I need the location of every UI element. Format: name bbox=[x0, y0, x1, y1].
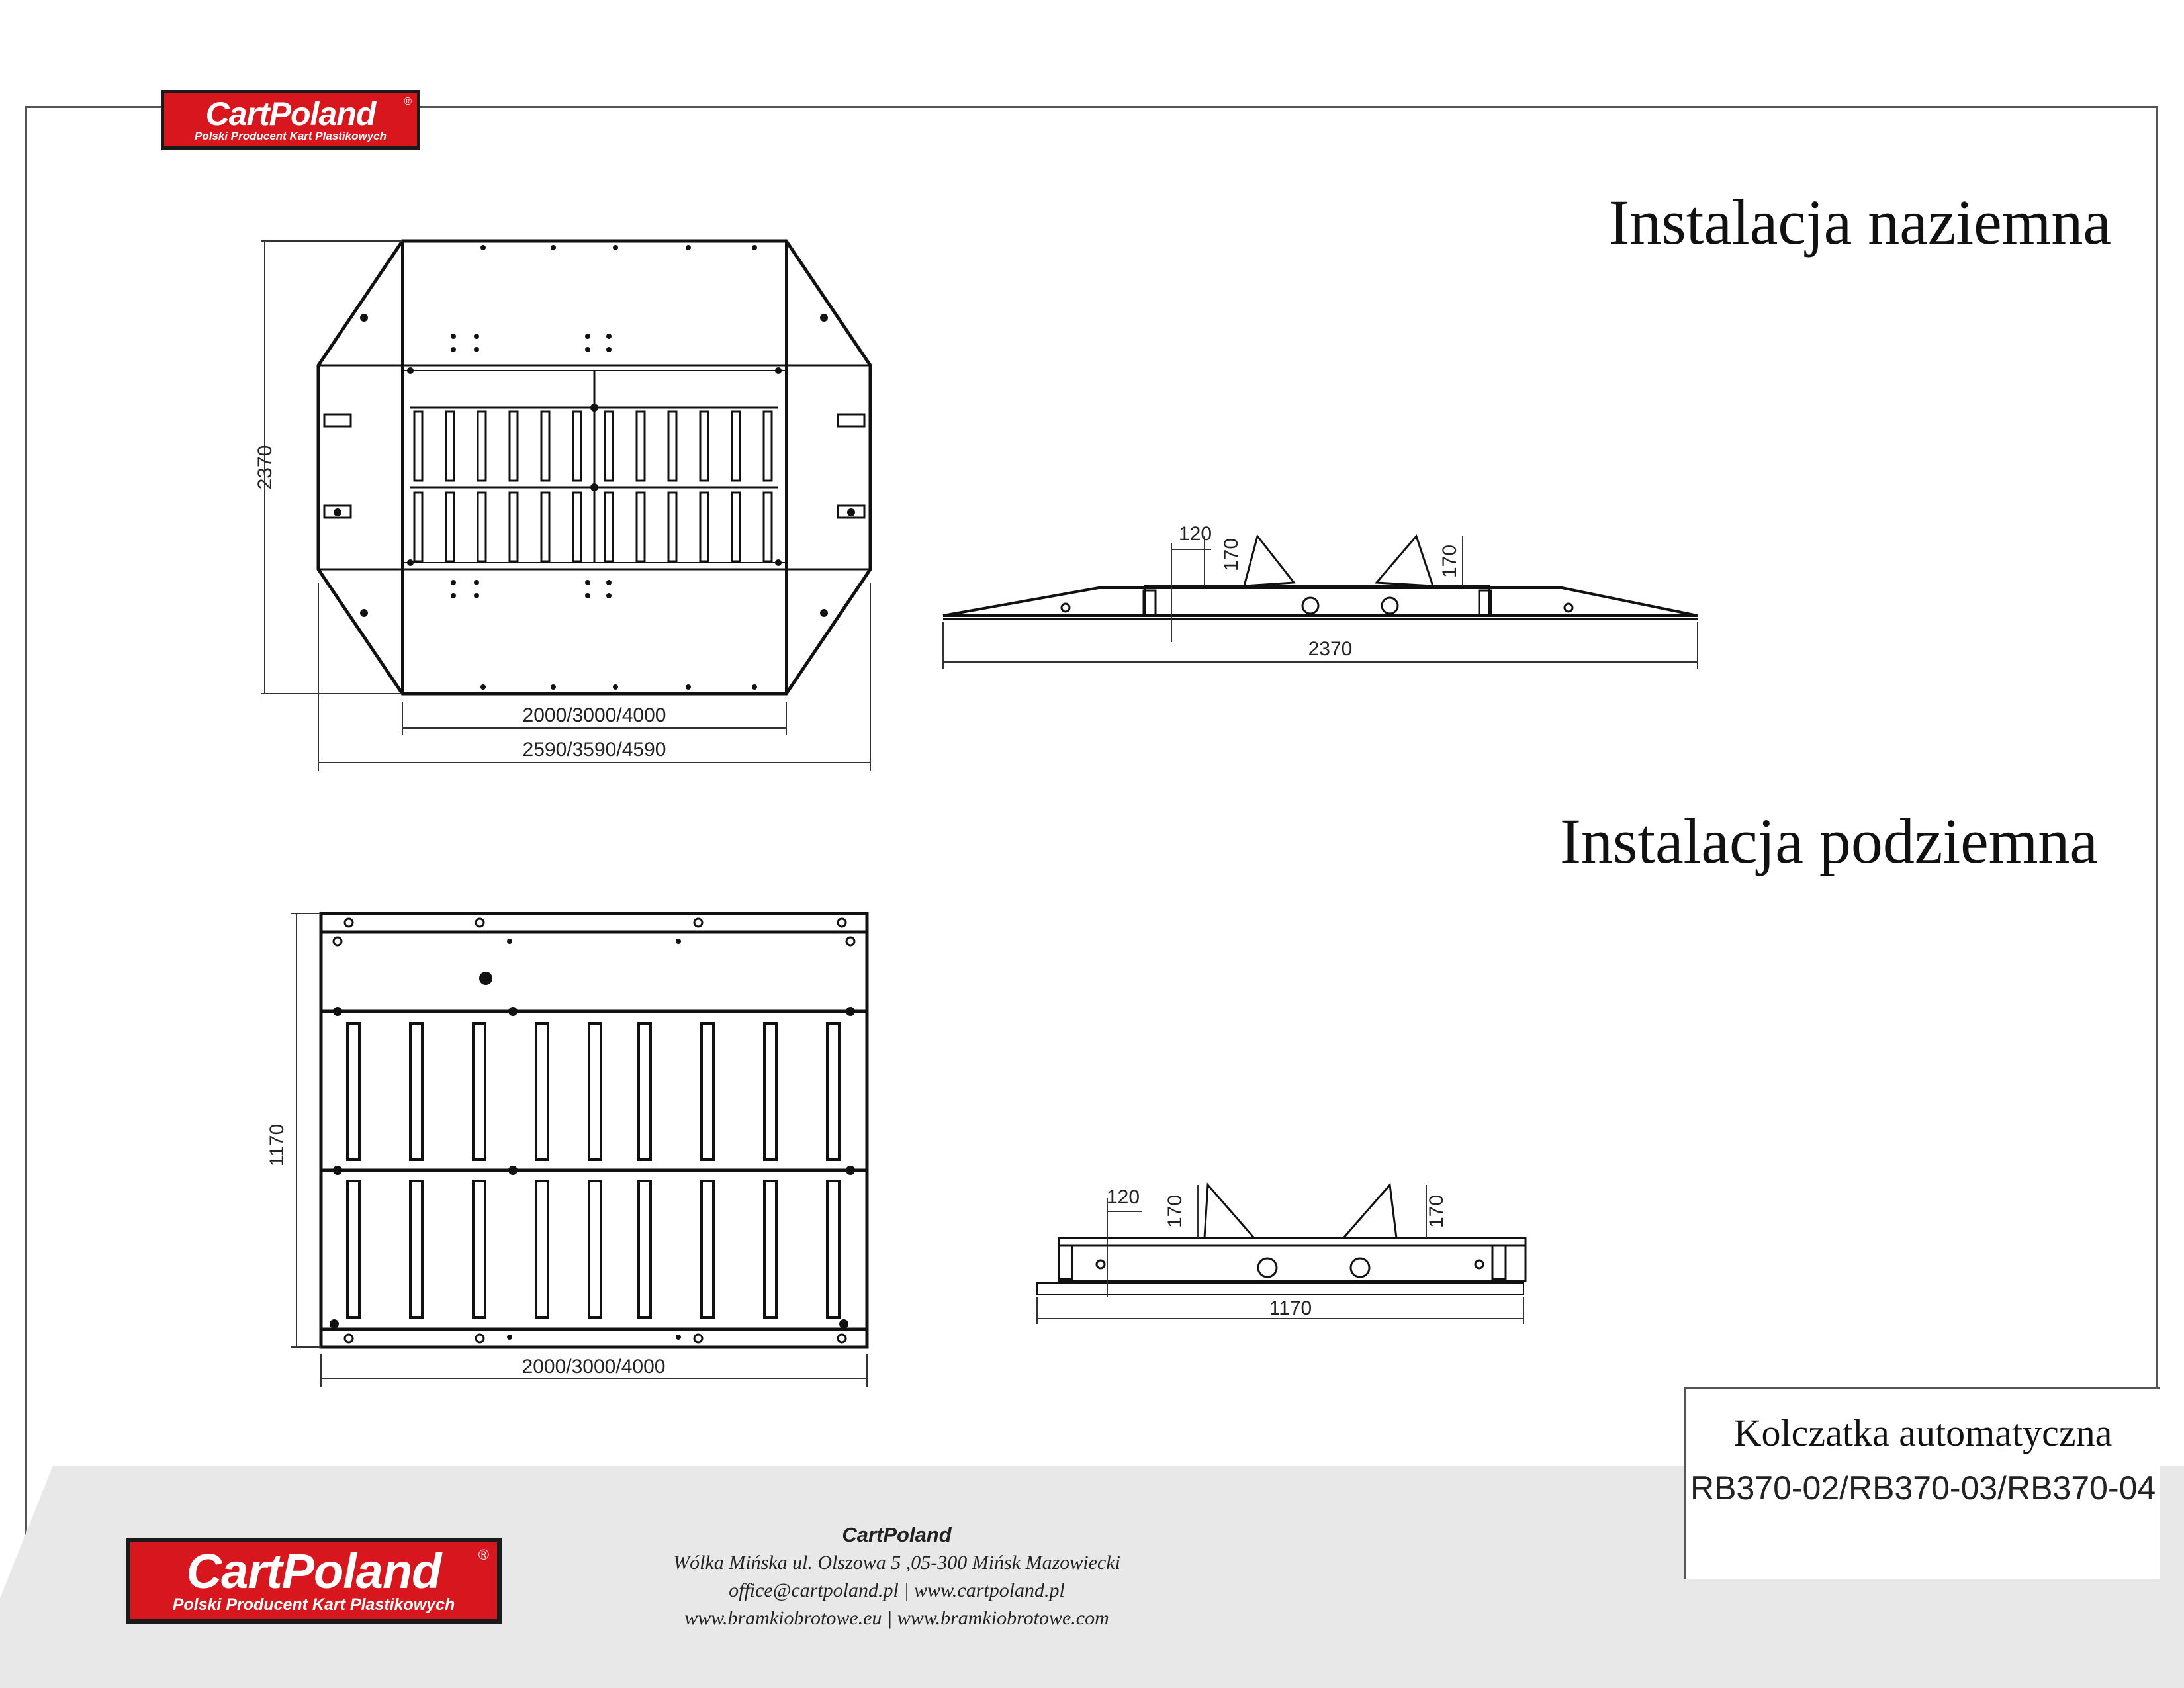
plan-view-outline bbox=[318, 241, 870, 694]
logo-brand-text: CartPoland bbox=[205, 95, 376, 132]
side-bottom-height-left-label: 120 bbox=[1106, 1186, 1140, 1208]
registered-mark: ® bbox=[404, 96, 412, 107]
plan-bottom-height-label: 1170 bbox=[266, 1123, 288, 1167]
side-view-body bbox=[943, 536, 1698, 619]
side-bottom-spike-right-label: 170 bbox=[1426, 1194, 1447, 1229]
title-block bbox=[1684, 1387, 2160, 1579]
side-bottom-length-label: 1170 bbox=[1269, 1297, 1312, 1319]
side-view-above-ground bbox=[933, 516, 1707, 682]
plan-top-outer-width-label: 2590/3590/4590 bbox=[522, 739, 666, 761]
side-bottom-spike-left-label: 170 bbox=[1164, 1194, 1186, 1229]
plan-view-under-ground bbox=[265, 900, 887, 1397]
registered-mark: ® bbox=[478, 1546, 489, 1563]
footer-website-links[interactable]: www.bramkiobrotowe.eu | www.bramkiobrotowe.com bbox=[684, 1607, 1109, 1629]
plan-view-dimension-lines bbox=[261, 241, 870, 771]
side-view-under-ground bbox=[1029, 1165, 1545, 1331]
cartpoland-logo-bottom bbox=[126, 1538, 502, 1624]
footer-company-name: CartPoland bbox=[842, 1523, 952, 1546]
cartpoland-logo-top bbox=[161, 90, 420, 150]
side-top-length-label: 2370 bbox=[1308, 638, 1353, 660]
plan-top-inner-width-label: 2000/3000/4000 bbox=[522, 704, 666, 726]
side-top-spike-left-label: 170 bbox=[1220, 538, 1242, 572]
footer-contact-info bbox=[622, 1521, 1171, 1632]
logo-tagline: Polski Producent Kart Plastikowych bbox=[172, 1595, 455, 1615]
section-title-under-ground: Instalacja podziemna bbox=[1560, 806, 2098, 876]
section-title-above-ground: Instalacja naziemna bbox=[1608, 187, 2111, 258]
logo-brand-text: CartPoland bbox=[186, 1544, 441, 1599]
side-top-height-left-label: 120 bbox=[1178, 523, 1212, 545]
under-plan-dimension-lines bbox=[291, 914, 867, 1387]
side-top-spike-right-label: 170 bbox=[1439, 544, 1461, 579]
plan-view-above-ground bbox=[225, 212, 893, 781]
footer-address: Wólka Mińska ul. Olszowa 5 ,05-300 Mińsk Mazowiecki bbox=[673, 1552, 1120, 1573]
product-models: RB370-02/RB370-03/RB370-04 bbox=[1690, 1470, 2156, 1507]
logo-tagline: Polski Producent Kart Plastikowych bbox=[194, 129, 387, 142]
plan-bottom-width-label: 2000/3000/4000 bbox=[522, 1356, 666, 1378]
plan-top-height-label: 2370 bbox=[254, 445, 276, 490]
product-name: Kolczatka automatyczna bbox=[1733, 1411, 2113, 1454]
footer-contact-links[interactable]: office@cartpoland.pl | www.cartpoland.pl bbox=[729, 1579, 1065, 1601]
